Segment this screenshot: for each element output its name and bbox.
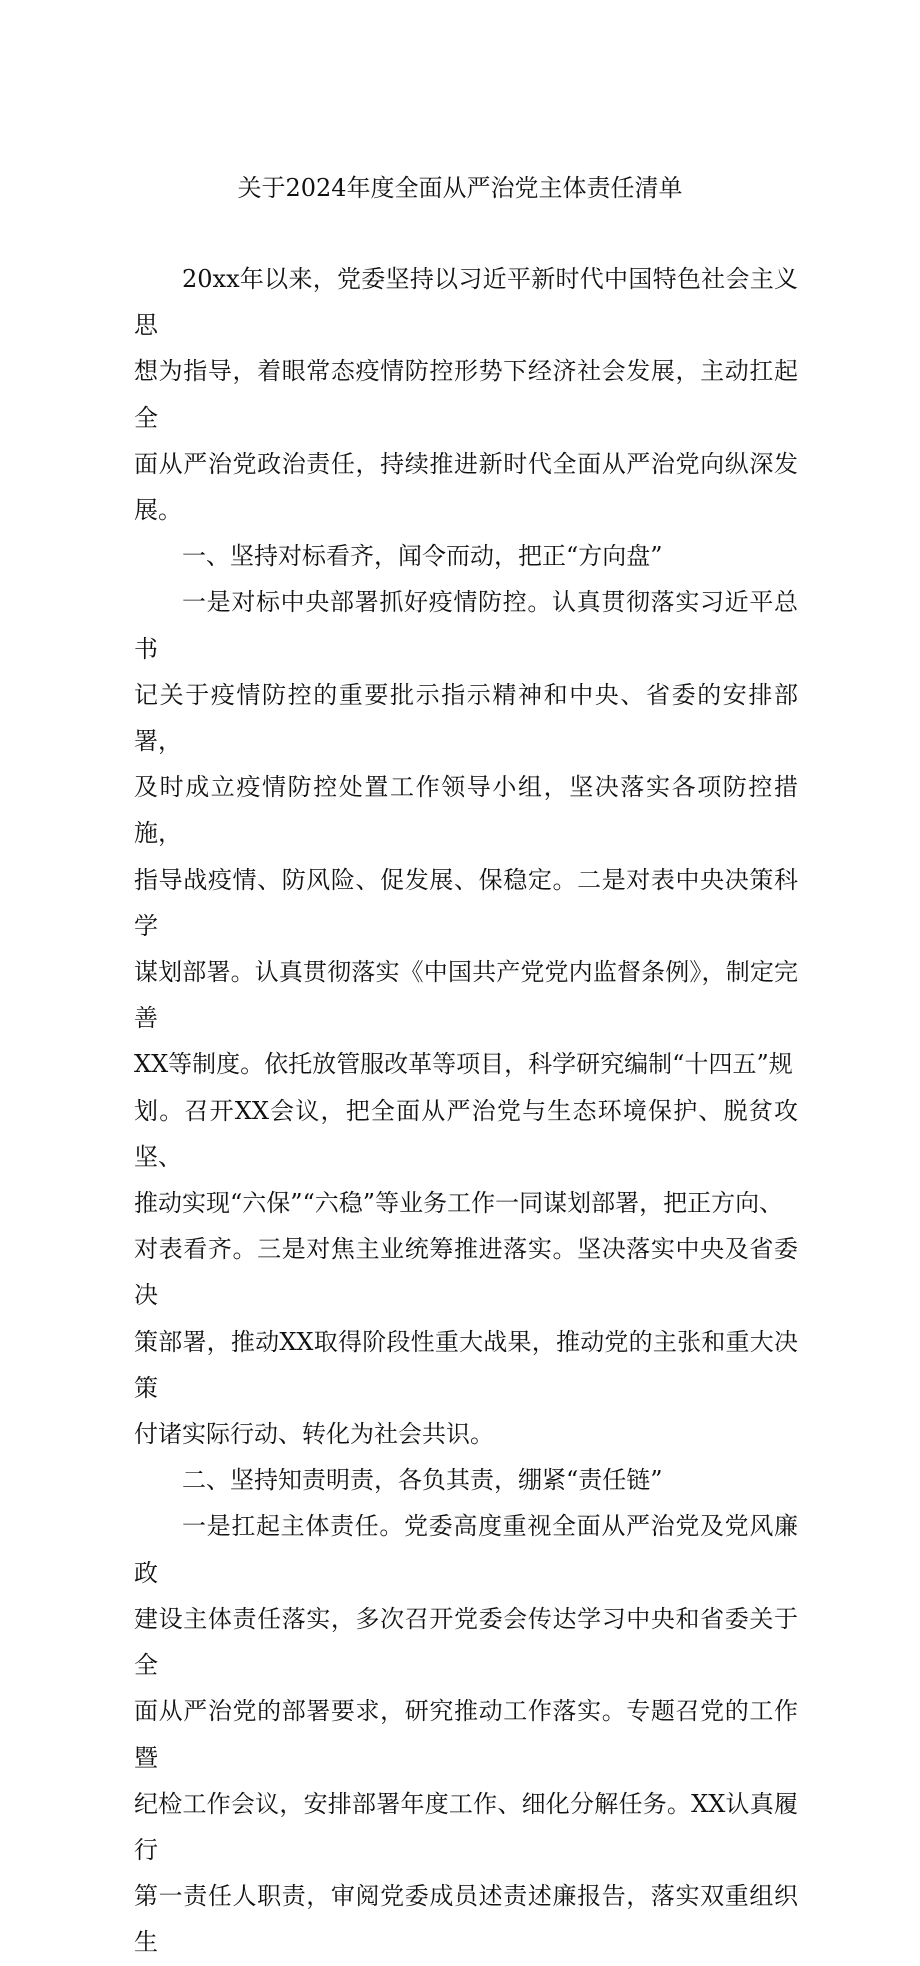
- paragraph-section-1: [134, 579, 798, 1457]
- text-line: 记关于疫情防控的重要批示指示精神和中央、省委的安排部署，: [134, 680, 798, 756]
- text-line: 指导战疫情、防风险、促发展、保稳定。二是对表中央决策科学: [134, 865, 798, 940]
- text-line: 面从严治党政治责任，持续推进新时代全面从严治党向纵深发展。: [134, 449, 798, 525]
- section-heading-1: [134, 533, 798, 579]
- text-line: 面从严治党的部署要求，研究推动工作落实。专题召党的工作暨: [134, 1697, 798, 1772]
- paragraph-intro: [134, 256, 798, 533]
- paragraph-section-2: [134, 1503, 798, 1965]
- text-line: 想为指导，着眼常态疫情防控形势下经济社会发展，主动扛起全: [134, 357, 798, 432]
- text-line: 付诸实际行动、转化为社会共识。: [134, 1420, 494, 1449]
- text-line: 第一责任人职责，审阅党委成员述责述廉报告，落实双重组织生: [134, 1882, 798, 1957]
- text-line: 对表看齐。三是对焦主业统筹推进落实。坚决落实中央及省委决: [134, 1235, 798, 1310]
- text-line: 及时成立疫情防控处置工作领导小组，坚决落实各项防控措施，: [134, 773, 798, 848]
- section-heading-text: 一、坚持对标看齐，闻令而动，把正“方向盘”: [182, 542, 663, 571]
- document-body: [134, 256, 798, 1966]
- text-line: 划。召开XX会议，把全面从严治党与生态环境保护、脱贫攻坚、: [134, 1096, 798, 1171]
- section-heading-text: 二、坚持知责明责，各负其责，绷紧“责任链”: [182, 1466, 663, 1495]
- text-line: 推动实现“六保”“六稳”等业务工作一同谋划部署，把正方向、: [134, 1189, 784, 1218]
- text-line: 纪检工作会议，安排部署年度工作、细化分解任务。XX认真履行: [134, 1789, 798, 1864]
- document-title: 关于2024年度全面从严治党主体责任清单: [237, 174, 683, 202]
- text-line: 20xx年以来，党委坚持以习近平新时代中国特色社会主义思: [134, 265, 798, 340]
- text-line: 建设主体责任落实，多次召开党委会传达学习中央和省委关于全: [134, 1604, 798, 1680]
- text-line: 策部署，推动XX取得阶段性重大战果，推动党的主张和重大决策: [134, 1327, 798, 1402]
- text-line: 一是扛起主体责任。党委高度重视全面从严治党及党风廉政: [134, 1512, 798, 1587]
- text-line: 谋划部署。认真贯彻落实《中国共产党党内监督条例》，制定完善: [134, 958, 798, 1033]
- text-line: 一是对标中央部署抓好疫情防控。认真贯彻落实习近平总书: [134, 588, 798, 663]
- section-heading-2: [134, 1457, 798, 1503]
- text-line: XX等制度。依托放管服改革等项目，科学研究编制“十四五”规: [134, 1050, 793, 1079]
